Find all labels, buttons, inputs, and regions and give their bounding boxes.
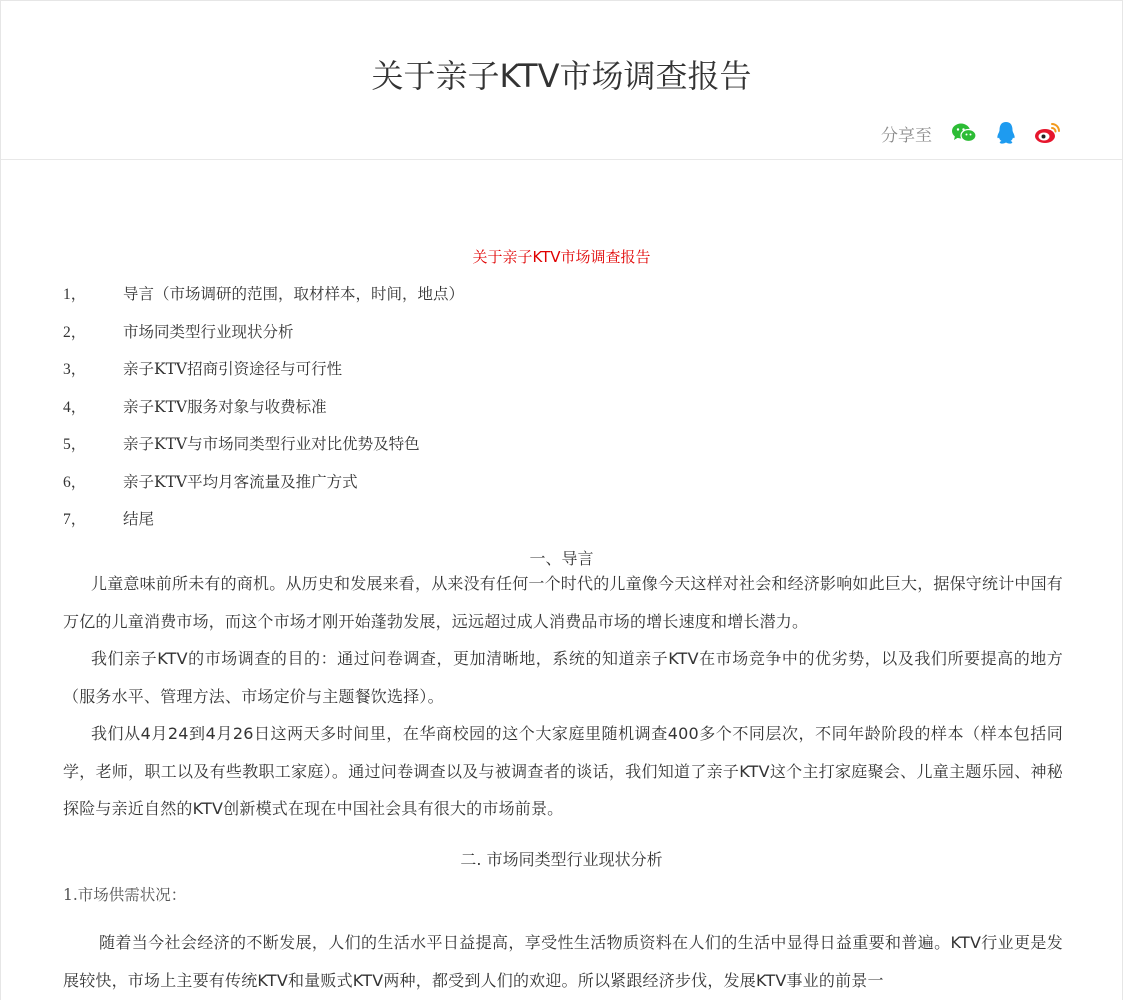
weibo-icon[interactable] bbox=[1034, 119, 1062, 147]
toc-number: 3， bbox=[63, 361, 87, 378]
wechat-icon[interactable] bbox=[950, 119, 978, 147]
toc-item bbox=[63, 395, 464, 433]
toc-text: 亲子KTV招商引资途径与可行性 bbox=[123, 360, 343, 378]
toc-item bbox=[63, 470, 464, 508]
document-title: 关于亲子KTV市场调查报告 bbox=[472, 248, 651, 266]
toc-number: 1， bbox=[63, 286, 87, 303]
toc-item bbox=[63, 357, 464, 395]
toc-text: 市场同类型行业现状分析 bbox=[123, 322, 294, 341]
share-bar bbox=[881, 119, 1062, 147]
toc-number: 5， bbox=[63, 436, 87, 453]
paragraph: 我们从4月24到4月26日这两天多时间里，在华商校园的这个大家庭里随机调查400多个不同层次，不同年龄阶段的样本（样本包括同学，老师，职工以及有些教职工家庭）。通过问卷调查以及与被调查者的谈话，我们知道了亲子KTV这个主打家庭聚会、儿童主题乐园、神秘探险与亲近自然的KTV创新模式在现在中国社会具有很大的市场前景。 bbox=[63, 724, 1063, 818]
toc-text: 亲子KTV服务对象与收费标准 bbox=[123, 397, 327, 416]
subsection-heading: 1.市场供需状况： bbox=[63, 886, 187, 904]
table-of-contents bbox=[63, 282, 464, 545]
section-heading-introduction: 一、导言 bbox=[529, 549, 594, 568]
toc-text: 导言（市场调研的范围，取材样本，时间，地点） bbox=[123, 285, 465, 303]
share-label: 分享至 bbox=[881, 125, 932, 146]
toc-number: 6， bbox=[63, 473, 87, 491]
paragraph: 儿童意味前所未有的商机。从历史和发展来看，从来没有任何一个时代的儿童像今天这样对社会和经济影响如此巨大，据保守统计中国有万亿的儿童消费市场，而这个市场才刚开始蓬勃发展，远远超过成人消费品市场的增长速度和增长潜力。 bbox=[63, 574, 1064, 631]
toc-item bbox=[63, 432, 464, 470]
toc-number: 4， bbox=[63, 398, 87, 416]
article-header bbox=[1, 1, 1122, 160]
toc-item bbox=[63, 507, 464, 545]
toc-text: 亲子KTV平均月客流量及推广方式 bbox=[123, 472, 358, 491]
toc-text: 亲子KTV与市场同类型行业对比优势及特色 bbox=[123, 435, 420, 453]
toc-item bbox=[63, 282, 464, 320]
paragraph: 我们亲子KTV的市场调查的目的：通过问卷调查，更加清晰地，系统的知道亲子KTV在市场竞争中的优劣势，以及我们所要提高的地方（服务水平、管理方法、市场定价与主题餐饮选择）。 bbox=[63, 649, 1063, 706]
toc-number: 2， bbox=[63, 323, 87, 341]
toc-number: 7， bbox=[63, 511, 87, 528]
paragraph: 随着当今社会经济的不断发展，人们的生活水平日益提高，享受性生活物质资料在人们的生活中显得日益重要和普遍。KTV行业更是发展较快，市场上主要有传统KTV和量贩式KTV两种，都受到人们的欢迎。所以紧跟经济步伐，发展KTV事业的前景一 bbox=[63, 933, 1063, 990]
toc-text: 结尾 bbox=[123, 510, 155, 528]
page-title: 关于亲子KTV市场调查报告 bbox=[371, 57, 752, 95]
toc-item bbox=[63, 320, 464, 358]
section-heading-market-analysis: 二. 市场同类型行业现状分析 bbox=[460, 850, 663, 869]
qq-icon[interactable] bbox=[992, 119, 1020, 147]
